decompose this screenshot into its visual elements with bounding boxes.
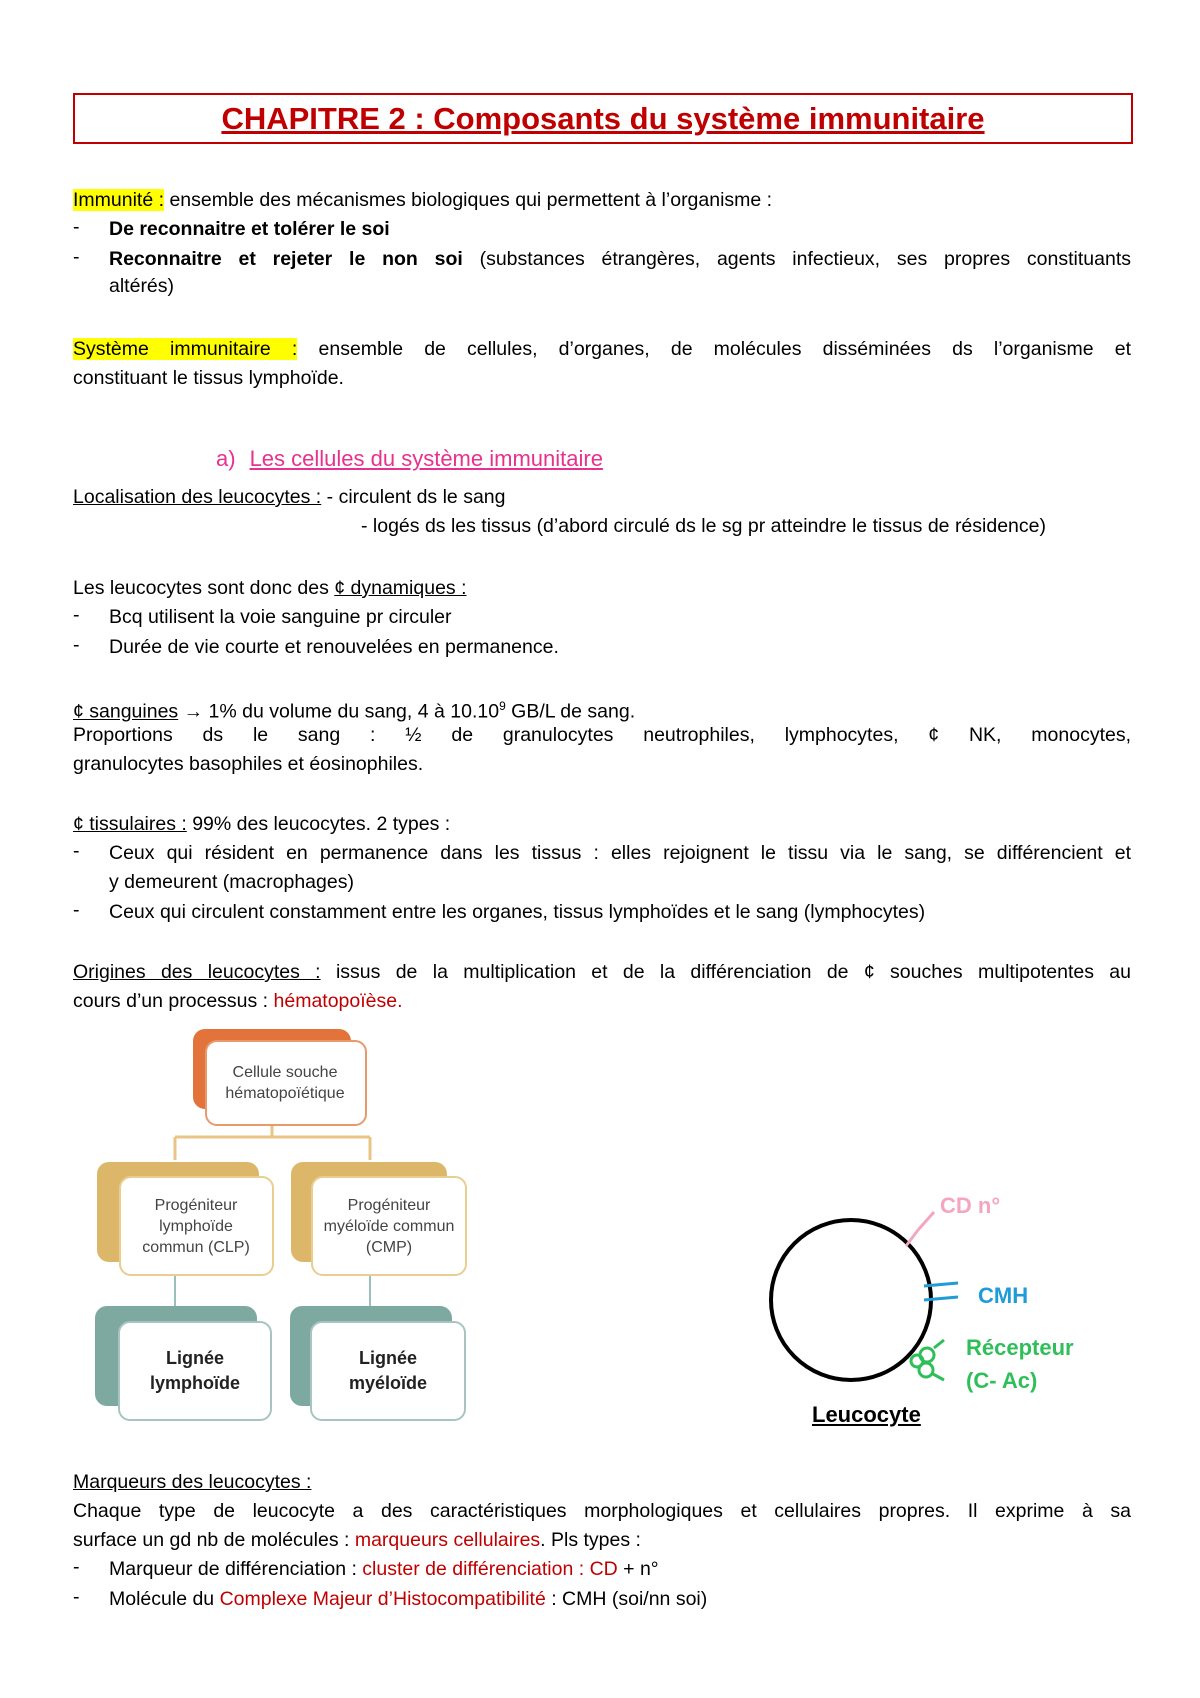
immunite-bullet-1: De reconnaitre et tolérer le soi — [109, 218, 390, 240]
marqueurs-term: Marqueurs des leucocytes : — [73, 1471, 312, 1493]
proportions-line: Proportions ds le sang : ½ de granulocytes neutrophiles, lymphocytes, ¢ NK, monocytes, — [73, 724, 1131, 746]
sanguines-exponent: 9 — [499, 699, 506, 713]
marqueurs-text2b: . Pls types : — [540, 1529, 641, 1551]
arrow-icon: → — [178, 700, 209, 723]
tissulaires-bullet-1-cont: y demeurent (macrophages) — [109, 871, 354, 893]
root-label: Cellule souche hématopoïétique — [225, 1064, 345, 1102]
recepteur-label-2: (C- Ac) — [966, 1368, 1038, 1393]
immunite-text: ensemble des mécanismes biologiques qui permettent à l’organisme : — [164, 189, 773, 211]
marqueurs-text: Chaque type de leucocyte a des caractéristiques morphologiques et cellulaires propres. Il exprime à sa — [73, 1500, 1131, 1522]
origines-text2: cours d’un processus : — [73, 990, 274, 1012]
sanguines-term: ¢ sanguines — [73, 700, 179, 723]
clp-label: Progéniteur lymphoïde commun (CLP) — [142, 1196, 250, 1256]
bullet-dash: - — [73, 899, 80, 921]
localisation-line1: - circulent ds le sang — [321, 486, 506, 508]
sanguines-text2: GB/L de sang. — [505, 700, 636, 723]
localisation-line2: - logés ds les tissus (d’abord circulé ds le sg pr atteindre le tissus de résidence) — [361, 515, 1046, 537]
immunite-bullet-2-cont: altérés) — [109, 275, 175, 297]
leucocyte-label: Leucocyte — [812, 1402, 921, 1427]
bullet-dash: - — [73, 216, 80, 238]
systeme-term: Système immunitaire : — [73, 338, 298, 360]
immunite-bullet-2-bold: Reconnaitre et rejeter le non soi — [109, 248, 463, 270]
bullet-dash: - — [73, 1556, 80, 1578]
page-title: CHAPITRE 2 : Composants du système immunitaire — [221, 101, 985, 136]
marqueurs-b2a: Molécule du — [109, 1588, 220, 1610]
lymph-label: Lignée lymphoïde — [149, 1348, 240, 1393]
tissulaires-text: 99% des leucocytes. 2 types : — [186, 813, 451, 835]
bullet-dash: - — [73, 246, 80, 268]
bullet-dash: - — [73, 1586, 80, 1608]
dynamiques-bullet-1: Bcq utilisent la voie sanguine pr circuler — [109, 606, 452, 628]
systeme-definition-cont: constituant le tissus lymphoïde. — [73, 367, 344, 389]
recepteur-label: Récepteur — [966, 1335, 1074, 1360]
tissulaires-bullet-2: Ceux qui circulent constamment entre les organes, tissus lymphoïdes et le sang (lymphocytes) — [109, 901, 926, 923]
origines-red: hématopoïèse. — [273, 990, 403, 1012]
cd-label: CD n° — [940, 1193, 1001, 1218]
origines-text: issus de la multiplication et de la différenciation de ¢ souches multipotentes au — [320, 961, 1131, 983]
cd-marker — [906, 1230, 918, 1246]
cmh-label: CMH — [978, 1283, 1029, 1308]
dynamiques-bullet-2: Durée de vie courte et renouvelées en permanence. — [109, 636, 559, 658]
bullet-dash: - — [73, 604, 80, 626]
cmp-label: Progéniteur myéloïde commun (CMP) — [323, 1196, 455, 1256]
localisation-term: Localisation des leucocytes : — [73, 486, 322, 508]
marqueurs-b2red: Complexe Majeur d’Histocompatibilité — [219, 1588, 546, 1610]
bullet-dash: - — [73, 840, 80, 862]
marqueurs-b1b: + n° — [617, 1558, 659, 1580]
immunite-term: Immunité : — [73, 189, 165, 211]
bullet-dash: - — [73, 634, 80, 656]
marqueurs-bullet-1 — [109, 1556, 1131, 1583]
marqueurs-b1red: cluster de différenciation : CD — [362, 1558, 618, 1580]
marqueurs-heading — [73, 1469, 1131, 1496]
marqueurs-red: marqueurs cellulaires — [354, 1529, 541, 1551]
marqueurs-bullet-2 — [109, 1586, 1131, 1613]
systeme-text: ensemble de cellules, d’organes, de molécules disséminées ds l’organisme et — [297, 338, 1132, 360]
origines-term: Origines des leucocytes : — [73, 961, 321, 983]
proportions-line-cont: granulocytes basophiles et éosinophiles. — [73, 753, 424, 775]
marqueurs-text2a: surface un gd nb de molécules : — [73, 1529, 355, 1551]
section-letter: a) — [216, 446, 236, 471]
dynamiques-term: ¢ dynamiques : — [334, 577, 467, 599]
dynamiques-intro-text: Les leucocytes sont donc des — [73, 577, 335, 599]
section-label: Les cellules du système immunitaire — [249, 446, 603, 471]
marqueurs-text-cont — [73, 1527, 1131, 1554]
marqueurs-b2b: : CMH (soi/nn soi) — [545, 1588, 708, 1610]
marqueurs-b1a: Marqueur de différenciation : — [109, 1558, 363, 1580]
tissulaires-term: ¢ tissulaires : — [73, 813, 187, 835]
myelo-label: Lignée myéloïde — [348, 1348, 428, 1393]
tissulaires-bullet-1: Ceux qui résident en permanence dans les tissus : elles rejoignent le tissu via le sang, se différencient et — [109, 842, 1131, 864]
immunite-bullet-2-rest: (substances étrangères, agents infectieux, ses propres constituants — [462, 248, 1131, 270]
sanguines-text: 1% du volume du sang, 4 à 10.10 — [208, 700, 500, 723]
